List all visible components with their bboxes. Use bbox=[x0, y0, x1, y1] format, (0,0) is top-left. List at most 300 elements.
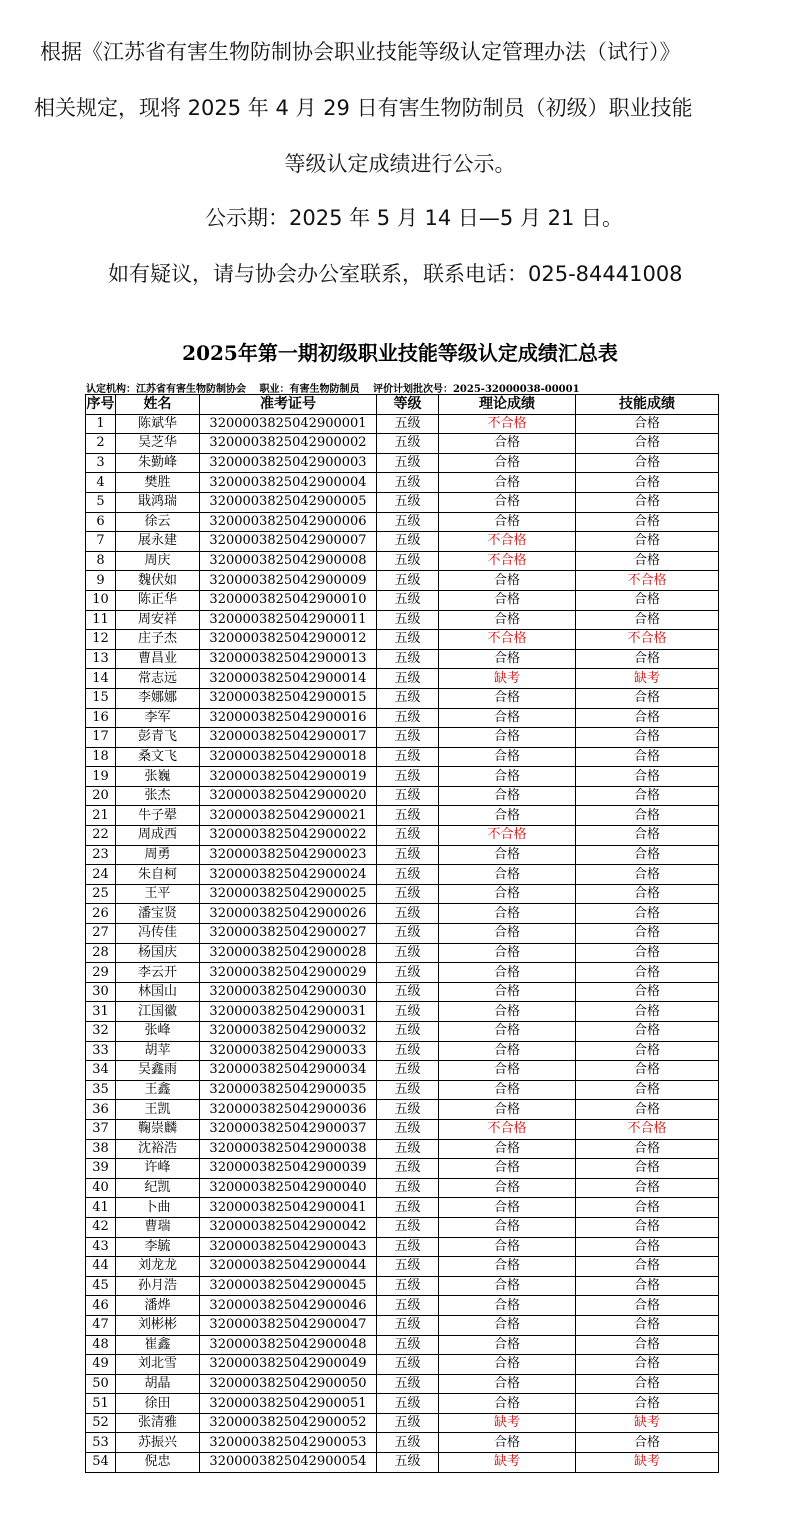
exam-id: 3200003825042900005 bbox=[200, 492, 377, 512]
theory-result: 不合格 bbox=[439, 630, 576, 650]
row-index: 21 bbox=[86, 806, 116, 826]
skill-result: 合格 bbox=[576, 1139, 719, 1159]
skill-result: 合格 bbox=[576, 649, 719, 669]
row-index: 31 bbox=[86, 1002, 116, 1022]
level: 五级 bbox=[377, 453, 439, 473]
level: 五级 bbox=[377, 414, 439, 434]
table-header-row bbox=[86, 395, 719, 415]
level: 五级 bbox=[377, 1022, 439, 1042]
exam-id: 3200003825042900008 bbox=[200, 551, 377, 571]
level: 五级 bbox=[377, 492, 439, 512]
table-row bbox=[86, 1041, 719, 1061]
table-row bbox=[86, 1100, 719, 1120]
table-row bbox=[86, 786, 719, 806]
theory-result: 合格 bbox=[439, 963, 576, 983]
table-row bbox=[86, 590, 719, 610]
theory-result: 合格 bbox=[439, 1002, 576, 1022]
theory-result: 缺考 bbox=[439, 1413, 576, 1433]
exam-id: 3200003825042900007 bbox=[200, 532, 377, 552]
skill-result: 合格 bbox=[576, 492, 719, 512]
student-name: 刘北雪 bbox=[116, 1355, 200, 1375]
level: 五级 bbox=[377, 1139, 439, 1159]
table-row bbox=[86, 669, 719, 689]
table-row bbox=[86, 453, 719, 473]
level: 五级 bbox=[377, 610, 439, 630]
exam-id: 3200003825042900009 bbox=[200, 571, 377, 591]
row-index: 20 bbox=[86, 786, 116, 806]
exam-id: 3200003825042900042 bbox=[200, 1217, 377, 1237]
skill-result: 合格 bbox=[576, 1100, 719, 1120]
level: 五级 bbox=[377, 982, 439, 1002]
exam-id: 3200003825042900023 bbox=[200, 845, 377, 865]
level: 五级 bbox=[377, 1041, 439, 1061]
row-index: 43 bbox=[86, 1237, 116, 1257]
level: 五级 bbox=[377, 434, 439, 454]
skill-result: 合格 bbox=[576, 1257, 719, 1277]
row-index: 18 bbox=[86, 747, 116, 767]
theory-result: 合格 bbox=[439, 865, 576, 885]
table-row bbox=[86, 1198, 719, 1218]
level: 五级 bbox=[377, 1002, 439, 1022]
student-name: 张峰 bbox=[116, 1022, 200, 1042]
table-row bbox=[86, 1413, 719, 1433]
table-row bbox=[86, 414, 719, 434]
exam-id: 3200003825042900004 bbox=[200, 473, 377, 493]
student-name: 徐田 bbox=[116, 1394, 200, 1414]
theory-result: 合格 bbox=[439, 473, 576, 493]
row-index: 49 bbox=[86, 1355, 116, 1375]
student-name: 王平 bbox=[116, 884, 200, 904]
level: 五级 bbox=[377, 1178, 439, 1198]
skill-result: 合格 bbox=[576, 512, 719, 532]
student-name: 刘彬彬 bbox=[116, 1315, 200, 1335]
column-header: 序号 bbox=[86, 396, 115, 413]
table-row bbox=[86, 571, 719, 591]
skill-result: 合格 bbox=[576, 806, 719, 826]
skill-result: 合格 bbox=[576, 865, 719, 885]
exam-id: 3200003825042900001 bbox=[200, 414, 377, 434]
student-name: 王凯 bbox=[116, 1100, 200, 1120]
theory-result: 合格 bbox=[439, 1335, 576, 1355]
skill-result: 合格 bbox=[576, 786, 719, 806]
exam-id: 3200003825042900016 bbox=[200, 708, 377, 728]
student-name: 张杰 bbox=[116, 786, 200, 806]
row-index: 35 bbox=[86, 1080, 116, 1100]
row-index: 51 bbox=[86, 1394, 116, 1414]
exam-id: 3200003825042900048 bbox=[200, 1335, 377, 1355]
skill-result: 缺考 bbox=[576, 1453, 719, 1473]
row-index: 15 bbox=[86, 688, 116, 708]
row-index: 1 bbox=[86, 414, 116, 434]
skill-result: 合格 bbox=[576, 610, 719, 630]
exam-id: 3200003825042900052 bbox=[200, 1413, 377, 1433]
table-row bbox=[86, 884, 719, 904]
exam-id: 3200003825042900014 bbox=[200, 669, 377, 689]
exam-id: 3200003825042900032 bbox=[200, 1022, 377, 1042]
level: 五级 bbox=[377, 728, 439, 748]
table-row bbox=[86, 630, 719, 650]
theory-result: 合格 bbox=[439, 571, 576, 591]
theory-result: 合格 bbox=[439, 1159, 576, 1179]
row-index: 7 bbox=[86, 532, 116, 552]
skill-result: 合格 bbox=[576, 473, 719, 493]
student-name: 展永建 bbox=[116, 532, 200, 552]
theory-result: 合格 bbox=[439, 1100, 576, 1120]
theory-result: 合格 bbox=[439, 1217, 576, 1237]
student-name: 彭青飞 bbox=[116, 728, 200, 748]
row-index: 32 bbox=[86, 1022, 116, 1042]
skill-result: 合格 bbox=[576, 532, 719, 552]
student-name: 牛子翚 bbox=[116, 806, 200, 826]
row-index: 9 bbox=[86, 571, 116, 591]
exam-id: 3200003825042900003 bbox=[200, 453, 377, 473]
level: 五级 bbox=[377, 1257, 439, 1277]
student-name: 倪忠 bbox=[116, 1453, 200, 1473]
student-name: 沈裕浩 bbox=[116, 1139, 200, 1159]
student-name: 潘宝贤 bbox=[116, 904, 200, 924]
exam-id: 3200003825042900013 bbox=[200, 649, 377, 669]
skill-result: 合格 bbox=[576, 1237, 719, 1257]
theory-result: 合格 bbox=[439, 1374, 576, 1394]
level: 五级 bbox=[377, 551, 439, 571]
theory-result: 合格 bbox=[439, 924, 576, 944]
skill-result: 合格 bbox=[576, 1374, 719, 1394]
student-name: 许峰 bbox=[116, 1159, 200, 1179]
row-index: 45 bbox=[86, 1276, 116, 1296]
exam-id: 3200003825042900025 bbox=[200, 884, 377, 904]
table-row bbox=[86, 1374, 719, 1394]
level: 五级 bbox=[377, 767, 439, 787]
row-index: 6 bbox=[86, 512, 116, 532]
results-table bbox=[85, 394, 719, 1473]
skill-result: 合格 bbox=[576, 943, 719, 963]
student-name: 卜曲 bbox=[116, 1198, 200, 1218]
table-row bbox=[86, 826, 719, 846]
theory-result: 合格 bbox=[439, 845, 576, 865]
student-name: 桑文飞 bbox=[116, 747, 200, 767]
student-name: 李军 bbox=[116, 708, 200, 728]
exam-id: 3200003825042900006 bbox=[200, 512, 377, 532]
theory-result: 合格 bbox=[439, 1257, 576, 1277]
skill-result: 合格 bbox=[576, 767, 719, 787]
exam-id: 3200003825042900021 bbox=[200, 806, 377, 826]
table-row bbox=[86, 1335, 719, 1355]
level: 五级 bbox=[377, 571, 439, 591]
student-name: 张清雅 bbox=[116, 1413, 200, 1433]
level: 五级 bbox=[377, 590, 439, 610]
level: 五级 bbox=[377, 1335, 439, 1355]
skill-result: 合格 bbox=[576, 1041, 719, 1061]
exam-id: 3200003825042900046 bbox=[200, 1296, 377, 1316]
level: 五级 bbox=[377, 473, 439, 493]
meta-occupation: 职业：有害生物防制员 bbox=[259, 384, 360, 395]
row-index: 27 bbox=[86, 924, 116, 944]
exam-id: 3200003825042900053 bbox=[200, 1433, 377, 1453]
row-index: 40 bbox=[86, 1178, 116, 1198]
skill-result: 合格 bbox=[576, 1061, 719, 1081]
exam-id: 3200003825042900028 bbox=[200, 943, 377, 963]
theory-result: 合格 bbox=[439, 728, 576, 748]
skill-result: 合格 bbox=[576, 1159, 719, 1179]
table-row bbox=[86, 1139, 719, 1159]
table-row bbox=[86, 1453, 719, 1473]
exam-id: 3200003825042900054 bbox=[200, 1453, 377, 1473]
table-row bbox=[86, 1022, 719, 1042]
student-name: 曹昌业 bbox=[116, 649, 200, 669]
exam-id: 3200003825042900044 bbox=[200, 1257, 377, 1277]
level: 五级 bbox=[377, 1100, 439, 1120]
level: 五级 bbox=[377, 924, 439, 944]
level: 五级 bbox=[377, 1453, 439, 1473]
exam-id: 3200003825042900010 bbox=[200, 590, 377, 610]
row-index: 3 bbox=[86, 453, 116, 473]
student-name: 孙月浩 bbox=[116, 1276, 200, 1296]
table-row bbox=[86, 1394, 719, 1414]
table-row bbox=[86, 532, 719, 552]
row-index: 2 bbox=[86, 434, 116, 454]
exam-id: 3200003825042900040 bbox=[200, 1178, 377, 1198]
theory-result: 合格 bbox=[439, 649, 576, 669]
table-row bbox=[86, 688, 719, 708]
table-row bbox=[86, 1355, 719, 1375]
skill-result: 合格 bbox=[576, 1198, 719, 1218]
skill-result: 合格 bbox=[576, 845, 719, 865]
student-name: 朱勤峰 bbox=[116, 453, 200, 473]
student-name: 曹瑞 bbox=[116, 1217, 200, 1237]
table-row bbox=[86, 845, 719, 865]
theory-result: 合格 bbox=[439, 786, 576, 806]
level: 五级 bbox=[377, 747, 439, 767]
student-name: 戢鸿瑞 bbox=[116, 492, 200, 512]
theory-result: 合格 bbox=[439, 943, 576, 963]
student-name: 胡晶 bbox=[116, 1374, 200, 1394]
theory-result: 合格 bbox=[439, 1041, 576, 1061]
theory-result: 合格 bbox=[439, 767, 576, 787]
exam-id: 3200003825042900002 bbox=[200, 434, 377, 454]
skill-result: 合格 bbox=[576, 590, 719, 610]
student-name: 周成西 bbox=[116, 826, 200, 846]
row-index: 26 bbox=[86, 904, 116, 924]
row-index: 50 bbox=[86, 1374, 116, 1394]
row-index: 23 bbox=[86, 845, 116, 865]
skill-result: 合格 bbox=[576, 747, 719, 767]
student-name: 周庆 bbox=[116, 551, 200, 571]
theory-result: 合格 bbox=[439, 688, 576, 708]
row-index: 48 bbox=[86, 1335, 116, 1355]
theory-result: 缺考 bbox=[439, 1453, 576, 1473]
column-header: 技能成绩 bbox=[576, 395, 719, 415]
row-index: 33 bbox=[86, 1041, 116, 1061]
table-row bbox=[86, 904, 719, 924]
table-meta bbox=[86, 380, 590, 395]
level: 五级 bbox=[377, 865, 439, 885]
skill-result: 合格 bbox=[576, 1394, 719, 1414]
table-title: 2025年第一期初级职业技能等级认定成绩汇总表 bbox=[182, 341, 618, 365]
table-row bbox=[86, 1217, 719, 1237]
table-row bbox=[86, 806, 719, 826]
table-row bbox=[86, 1315, 719, 1335]
exam-id: 3200003825042900019 bbox=[200, 767, 377, 787]
skill-result: 不合格 bbox=[576, 1119, 719, 1139]
skill-result: 合格 bbox=[576, 728, 719, 748]
theory-result: 合格 bbox=[439, 512, 576, 532]
row-index: 46 bbox=[86, 1296, 116, 1316]
level: 五级 bbox=[377, 669, 439, 689]
level: 五级 bbox=[377, 1061, 439, 1081]
theory-result: 合格 bbox=[439, 590, 576, 610]
exam-id: 3200003825042900036 bbox=[200, 1100, 377, 1120]
table-row bbox=[86, 728, 719, 748]
table-row bbox=[86, 473, 719, 493]
meta-org: 认定机构：江苏省有害生物防制协会 bbox=[86, 384, 246, 395]
theory-result: 合格 bbox=[439, 982, 576, 1002]
student-name: 崔鑫 bbox=[116, 1335, 200, 1355]
row-index: 52 bbox=[86, 1413, 116, 1433]
theory-result: 合格 bbox=[439, 1080, 576, 1100]
table-row bbox=[86, 982, 719, 1002]
level: 五级 bbox=[377, 1315, 439, 1335]
student-name: 樊胜 bbox=[116, 473, 200, 493]
exam-id: 3200003825042900011 bbox=[200, 610, 377, 630]
skill-result: 合格 bbox=[576, 1178, 719, 1198]
skill-result: 缺考 bbox=[576, 669, 719, 689]
exam-id: 3200003825042900015 bbox=[200, 688, 377, 708]
student-name: 胡苹 bbox=[116, 1041, 200, 1061]
row-index: 42 bbox=[86, 1217, 116, 1237]
level: 五级 bbox=[377, 649, 439, 669]
student-name: 冯传佳 bbox=[116, 924, 200, 944]
exam-id: 3200003825042900038 bbox=[200, 1139, 377, 1159]
student-name: 吴芝华 bbox=[116, 434, 200, 454]
row-index: 29 bbox=[86, 963, 116, 983]
exam-id: 3200003825042900027 bbox=[200, 924, 377, 944]
level: 五级 bbox=[377, 904, 439, 924]
level: 五级 bbox=[377, 1433, 439, 1453]
table-body bbox=[86, 414, 719, 1472]
student-name: 杨国庆 bbox=[116, 943, 200, 963]
theory-result: 合格 bbox=[439, 1315, 576, 1335]
theory-result: 合格 bbox=[439, 1237, 576, 1257]
theory-result: 不合格 bbox=[439, 1119, 576, 1139]
exam-id: 3200003825042900026 bbox=[200, 904, 377, 924]
skill-result: 不合格 bbox=[576, 630, 719, 650]
skill-result: 合格 bbox=[576, 1296, 719, 1316]
skill-result: 合格 bbox=[576, 963, 719, 983]
theory-result: 合格 bbox=[439, 884, 576, 904]
table-row bbox=[86, 1433, 719, 1453]
student-name: 吴鑫雨 bbox=[116, 1061, 200, 1081]
theory-result: 合格 bbox=[439, 1276, 576, 1296]
row-index: 53 bbox=[86, 1433, 116, 1453]
row-index: 17 bbox=[86, 728, 116, 748]
theory-result: 不合格 bbox=[439, 826, 576, 846]
skill-result: 缺考 bbox=[576, 1413, 719, 1433]
skill-result: 合格 bbox=[576, 1433, 719, 1453]
level: 五级 bbox=[377, 826, 439, 846]
table-row bbox=[86, 1119, 719, 1139]
level: 五级 bbox=[377, 1355, 439, 1375]
student-name: 李云开 bbox=[116, 963, 200, 983]
exam-id: 3200003825042900033 bbox=[200, 1041, 377, 1061]
table-row bbox=[86, 1257, 719, 1277]
student-name: 潘烨 bbox=[116, 1296, 200, 1316]
table-row bbox=[86, 649, 719, 669]
table-row bbox=[86, 610, 719, 630]
theory-result: 合格 bbox=[439, 1433, 576, 1453]
student-name: 李娜娜 bbox=[116, 688, 200, 708]
table-row bbox=[86, 1178, 719, 1198]
level: 五级 bbox=[377, 1119, 439, 1139]
row-index: 39 bbox=[86, 1159, 116, 1179]
theory-result: 合格 bbox=[439, 610, 576, 630]
theory-result: 合格 bbox=[439, 806, 576, 826]
exam-id: 3200003825042900034 bbox=[200, 1061, 377, 1081]
table-row bbox=[86, 1002, 719, 1022]
row-index: 10 bbox=[86, 590, 116, 610]
exam-id: 3200003825042900041 bbox=[200, 1198, 377, 1218]
skill-result: 合格 bbox=[576, 884, 719, 904]
level: 五级 bbox=[377, 1374, 439, 1394]
exam-id: 3200003825042900045 bbox=[200, 1276, 377, 1296]
student-name: 常志远 bbox=[116, 669, 200, 689]
exam-id: 3200003825042900022 bbox=[200, 826, 377, 846]
level: 五级 bbox=[377, 845, 439, 865]
theory-result: 合格 bbox=[439, 1296, 576, 1316]
row-index: 11 bbox=[86, 610, 116, 630]
student-name: 陈斌华 bbox=[116, 414, 200, 434]
table-row bbox=[86, 1159, 719, 1179]
table-row bbox=[86, 434, 719, 454]
contact-info: 如有疑议，请与协会办公室联系，联系电话：025-84441008 bbox=[108, 262, 683, 286]
intro-paragraph-3: 等级认定成绩进行公示。 bbox=[284, 152, 516, 176]
theory-result: 不合格 bbox=[439, 414, 576, 434]
theory-result: 不合格 bbox=[439, 551, 576, 571]
theory-result: 不合格 bbox=[439, 532, 576, 552]
exam-id: 3200003825042900017 bbox=[200, 728, 377, 748]
table-row bbox=[86, 708, 719, 728]
row-index: 12 bbox=[86, 630, 116, 650]
row-index: 38 bbox=[86, 1139, 116, 1159]
table-row bbox=[86, 1296, 719, 1316]
exam-id: 3200003825042900051 bbox=[200, 1394, 377, 1414]
level: 五级 bbox=[377, 1237, 439, 1257]
level: 五级 bbox=[377, 1217, 439, 1237]
student-name: 张巍 bbox=[116, 767, 200, 787]
skill-result: 合格 bbox=[576, 453, 719, 473]
level: 五级 bbox=[377, 532, 439, 552]
row-index: 16 bbox=[86, 708, 116, 728]
level: 五级 bbox=[377, 708, 439, 728]
table-row bbox=[86, 963, 719, 983]
exam-id: 3200003825042900012 bbox=[200, 630, 377, 650]
exam-id: 3200003825042900024 bbox=[200, 865, 377, 885]
skill-result: 合格 bbox=[576, 1217, 719, 1237]
intro-paragraph-1: 根据《江苏省有害生物防制协会职业技能等级认定管理办法（试行）》 bbox=[40, 40, 681, 64]
theory-result: 合格 bbox=[439, 1355, 576, 1375]
level: 五级 bbox=[377, 1276, 439, 1296]
row-index: 30 bbox=[86, 982, 116, 1002]
exam-id: 3200003825042900018 bbox=[200, 747, 377, 767]
row-index: 22 bbox=[86, 826, 116, 846]
theory-result: 合格 bbox=[439, 1394, 576, 1414]
table-row bbox=[86, 943, 719, 963]
table-row bbox=[86, 1237, 719, 1257]
column-header: 等级 bbox=[377, 395, 439, 415]
theory-result: 合格 bbox=[439, 434, 576, 454]
level: 五级 bbox=[377, 630, 439, 650]
skill-result: 合格 bbox=[576, 551, 719, 571]
level: 五级 bbox=[377, 1413, 439, 1433]
